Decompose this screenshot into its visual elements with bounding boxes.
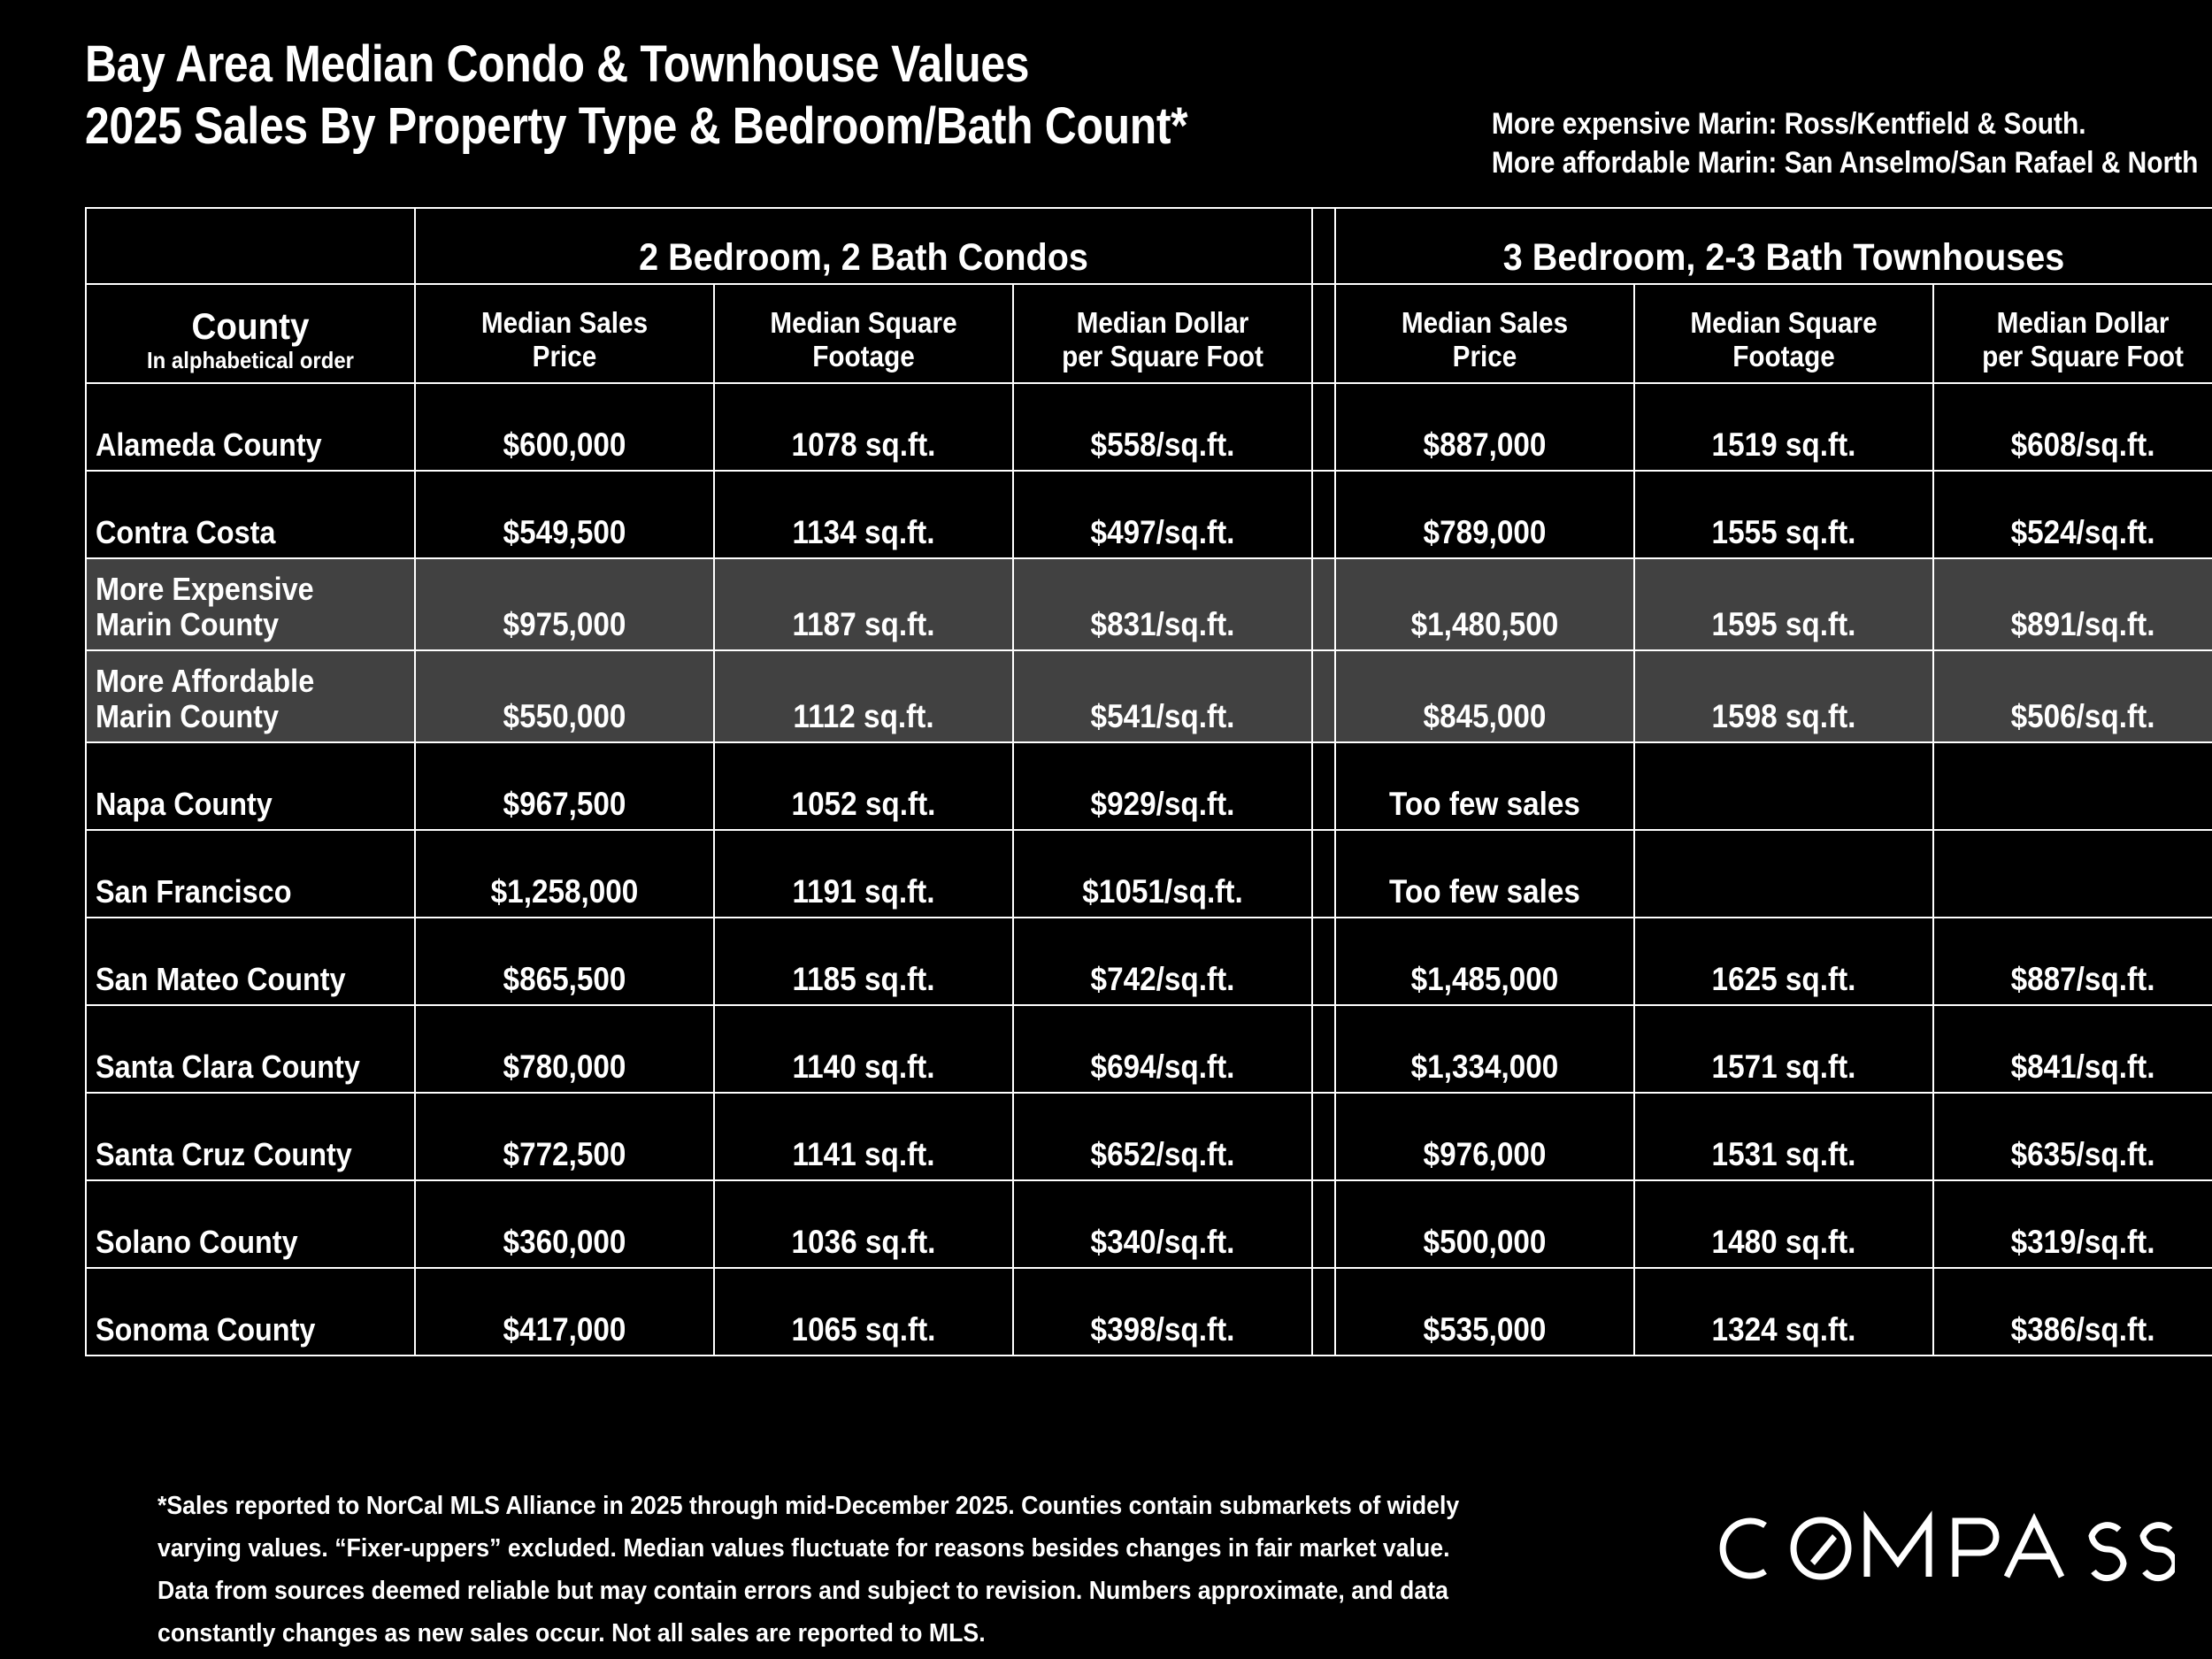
townhouse-ppsf-header-l2: per Square Foot (1982, 340, 2184, 373)
table-row (86, 471, 2212, 558)
title-line-1: Bay Area Median Condo & Townhouse Values (85, 35, 1030, 93)
condo-median-ppsf-cell (1013, 742, 1312, 830)
county-label: Sonoma County (96, 1311, 316, 1348)
group-header-row (86, 208, 2212, 284)
table-row (86, 830, 2212, 918)
condo-median-ppsf-cell (1013, 918, 1312, 1005)
condo-price-header-l1: Median Sales (480, 306, 649, 339)
condo-median-ppsf-cell-value: $1051/sq.ft. (1082, 873, 1243, 910)
townhouse-median-sqft-cell (1634, 918, 1933, 1005)
county-name-cell (86, 1180, 415, 1268)
section-gap (1312, 208, 1335, 284)
townhouse-median-ppsf-cell-value: $506/sq.ft. (2010, 698, 2155, 734)
condo-median-price-cell-value: $967,500 (503, 786, 626, 822)
townhouse-median-sqft-cell (1634, 471, 1933, 558)
condo-median-price-cell (415, 1093, 714, 1180)
county-name-cell (86, 650, 415, 742)
county-label: Santa Clara County (96, 1048, 360, 1085)
townhouse-median-price-cell (1335, 742, 1634, 830)
townhouse-ppsf-header (1933, 284, 2212, 383)
column-header-row (86, 284, 2212, 383)
townhouse-median-price-cell (1335, 1093, 1634, 1180)
townhouse-median-sqft-cell-value: 1595 sq.ft. (1711, 606, 1856, 642)
note-more-expensive-marin: More expensive Marin: Ross/Kentfield & South. (1491, 107, 2086, 141)
condo-median-price-cell-value: $600,000 (503, 426, 626, 463)
table-row (86, 1180, 2212, 1268)
townhouse-median-sqft-cell (1634, 1268, 1933, 1356)
county-label: Solano County (96, 1224, 298, 1260)
condo-median-price-cell (415, 1180, 714, 1268)
townhouse-median-ppsf-cell (1933, 558, 2212, 650)
condo-median-price-cell (415, 830, 714, 918)
section-gap (1312, 471, 1335, 558)
condo-median-price-cell (415, 558, 714, 650)
townhouse-median-sqft-cell (1634, 830, 1933, 918)
condo-median-sqft-cell-value: 1140 sq.ft. (792, 1048, 935, 1085)
townhouse-median-ppsf-cell-value: $841/sq.ft. (2010, 1048, 2155, 1085)
condo-median-price-cell (415, 383, 714, 471)
condo-median-ppsf-cell-value: $694/sq.ft. (1090, 1048, 1235, 1085)
county-name-cell (86, 1093, 415, 1180)
condo-median-price-cell-value: $360,000 (503, 1224, 626, 1260)
table-row (86, 650, 2212, 742)
townhouse-median-ppsf-cell (1933, 1180, 2212, 1268)
county-name-cell (86, 918, 415, 1005)
townhouse-median-ppsf-cell-value: $608/sq.ft. (2010, 426, 2155, 463)
condo-median-price-cell-value: $772,500 (503, 1136, 626, 1172)
county-label: Napa County (96, 786, 273, 822)
condo-median-price-cell-value: $549,500 (503, 514, 626, 550)
condo-median-ppsf-cell (1013, 1005, 1312, 1093)
section-gap (1312, 284, 1335, 383)
county-name-cell (86, 830, 415, 918)
townhouse-median-sqft-cell-value: 1555 sq.ft. (1711, 514, 1856, 550)
townhouse-sqft-header (1634, 284, 1933, 383)
townhouse-median-ppsf-cell (1933, 918, 2212, 1005)
townhouse-median-ppsf-cell-value: $891/sq.ft. (2010, 606, 2155, 642)
condo-median-sqft-cell-value: 1065 sq.ft. (791, 1311, 936, 1348)
condo-median-sqft-cell-value: 1078 sq.ft. (791, 426, 936, 463)
condo-ppsf-header-l2: per Square Foot (1062, 340, 1263, 373)
townhouse-median-price-cell (1335, 1268, 1634, 1356)
condo-median-sqft-cell-value: 1141 sq.ft. (792, 1136, 935, 1172)
condo-median-price-cell (415, 918, 714, 1005)
section-gap (1312, 1005, 1335, 1093)
page-title (85, 37, 1367, 154)
median-values-table (85, 207, 2212, 1356)
townhouse-median-price-cell (1335, 558, 1634, 650)
table-row (86, 558, 2212, 650)
table-body (86, 208, 2212, 1356)
section-gap (1312, 650, 1335, 742)
group-header-spacer (86, 208, 415, 284)
condo-median-price-cell-value: $865,500 (503, 961, 626, 997)
townhouse-median-sqft-cell (1634, 1093, 1933, 1180)
condo-median-sqft-cell-value: 1052 sq.ft. (791, 786, 936, 822)
townhouse-median-ppsf-cell (1933, 383, 2212, 471)
condo-median-sqft-cell (714, 1093, 1013, 1180)
table-row (86, 918, 2212, 1005)
townhouse-median-price-cell-value: $887,000 (1423, 426, 1547, 463)
townhouse-median-ppsf-cell-value: $524/sq.ft. (2010, 514, 2155, 550)
condo-median-ppsf-cell-value: $541/sq.ft. (1090, 698, 1235, 734)
townhouse-median-price-cell-value: $500,000 (1423, 1224, 1547, 1260)
condo-median-price-cell (415, 1268, 714, 1356)
county-column-header (86, 284, 415, 383)
county-header-label: County (191, 305, 310, 347)
condo-median-price-cell-value: $780,000 (503, 1048, 626, 1085)
condo-median-price-cell-value: $417,000 (503, 1311, 626, 1348)
townhouse-sqft-header-l2: Footage (1732, 340, 1835, 373)
county-label: Marin County (96, 606, 279, 642)
condo-median-sqft-cell (714, 558, 1013, 650)
condo-median-sqft-cell (714, 650, 1013, 742)
condo-ppsf-header-l1: Median Dollar (1076, 306, 1249, 339)
condo-median-sqft-cell-value: 1134 sq.ft. (792, 514, 935, 550)
condo-median-sqft-cell (714, 830, 1013, 918)
county-qualifier-label: More Affordable (96, 663, 315, 699)
townhouse-median-sqft-cell-value: 1531 sq.ft. (1711, 1136, 1856, 1172)
county-name-cell (86, 383, 415, 471)
condo-median-price-cell (415, 1005, 714, 1093)
condo-median-sqft-cell (714, 1180, 1013, 1268)
townhouse-median-price-cell (1335, 383, 1634, 471)
townhouse-median-ppsf-cell (1933, 830, 2212, 918)
townhouse-ppsf-header-l1: Median Dollar (1996, 306, 2170, 339)
townhouse-median-price-cell-value: $1,485,000 (1410, 961, 1559, 997)
condo-median-ppsf-cell (1013, 558, 1312, 650)
condo-median-price-cell-value: $1,258,000 (490, 873, 639, 910)
condo-median-sqft-cell-value: 1036 sq.ft. (791, 1224, 936, 1260)
title-line-2: 2025 Sales By Property Type & Bedroom/Bath Count* (85, 97, 1188, 155)
condo-sqft-header-l1: Median Square (770, 306, 957, 339)
condo-median-ppsf-cell (1013, 1093, 1312, 1180)
townhouse-median-sqft-cell (1634, 742, 1933, 830)
condo-median-ppsf-cell (1013, 1268, 1312, 1356)
townhouse-median-sqft-cell-value: 1571 sq.ft. (1711, 1048, 1856, 1085)
condo-median-price-cell-value: $550,000 (503, 698, 626, 734)
condo-median-ppsf-cell (1013, 383, 1312, 471)
footer (0, 1476, 2212, 1659)
townhouse-median-price-cell (1335, 918, 1634, 1005)
section-gap (1312, 1268, 1335, 1356)
townhouse-median-price-cell (1335, 650, 1634, 742)
condo-median-sqft-cell (714, 471, 1013, 558)
condo-median-sqft-cell (714, 742, 1013, 830)
townhouse-median-sqft-cell-value: 1480 sq.ft. (1711, 1224, 1856, 1260)
condo-median-sqft-cell-value: 1112 sq.ft. (793, 698, 934, 734)
townhouse-median-sqft-cell (1634, 383, 1933, 471)
table-row (86, 1005, 2212, 1093)
condo-median-ppsf-cell (1013, 471, 1312, 558)
note-more-affordable-marin: More affordable Marin: San Anselmo/San Rafael & North (1491, 146, 2198, 180)
condo-price-header-l2: Price (532, 340, 597, 373)
condo-median-sqft-cell-value: 1185 sq.ft. (792, 961, 935, 997)
townhouse-median-sqft-cell-value: 1324 sq.ft. (1711, 1311, 1856, 1348)
condo-median-price-cell (415, 471, 714, 558)
table-row (86, 383, 2212, 471)
condo-price-header (415, 284, 714, 383)
county-name-cell (86, 558, 415, 650)
section-gap (1312, 1180, 1335, 1268)
condo-median-ppsf-cell-value: $929/sq.ft. (1090, 786, 1235, 822)
section-gap (1312, 1093, 1335, 1180)
compass-logo (1715, 1508, 2175, 1589)
townhouse-median-sqft-cell (1634, 1005, 1933, 1093)
townhouse-median-ppsf-cell (1933, 1093, 2212, 1180)
townhouse-median-price-cell-value: $976,000 (1423, 1136, 1547, 1172)
townhouse-median-ppsf-cell-value: $319/sq.ft. (2010, 1224, 2155, 1260)
townhouse-median-ppsf-cell-value: $635/sq.ft. (2010, 1136, 2155, 1172)
group-label-townhouses: 3 Bedroom, 2-3 Bath Townhouses (1502, 236, 2065, 279)
townhouse-median-price-cell (1335, 830, 1634, 918)
group-label-condos: 2 Bedroom, 2 Bath Condos (639, 236, 1088, 279)
condo-median-price-cell-value: $975,000 (503, 606, 626, 642)
townhouse-median-price-cell-value: $845,000 (1423, 698, 1547, 734)
group-header-condos (415, 208, 1312, 284)
county-qualifier-label: More Expensive (96, 571, 314, 607)
data-table-container (85, 207, 2184, 1356)
condo-median-ppsf-cell (1013, 650, 1312, 742)
condo-median-ppsf-cell-value: $831/sq.ft. (1090, 606, 1235, 642)
townhouse-median-sqft-cell (1634, 1180, 1933, 1268)
section-gap (1312, 558, 1335, 650)
condo-median-ppsf-cell-value: $340/sq.ft. (1090, 1224, 1235, 1260)
condo-median-sqft-cell (714, 1005, 1013, 1093)
condo-sqft-header (714, 284, 1013, 383)
townhouse-median-price-cell-value: Too few sales (1389, 786, 1580, 822)
county-name-cell (86, 1268, 415, 1356)
group-header-townhouses (1335, 208, 2212, 284)
section-gap (1312, 383, 1335, 471)
county-header-sublabel: In alphabetical order (147, 347, 354, 373)
townhouse-median-price-cell-value: $1,334,000 (1410, 1048, 1559, 1085)
townhouse-median-sqft-cell-value: 1598 sq.ft. (1711, 698, 1856, 734)
townhouse-median-price-cell (1335, 1005, 1634, 1093)
condo-median-ppsf-cell-value: $742/sq.ft. (1090, 961, 1235, 997)
townhouse-median-price-cell (1335, 1180, 1634, 1268)
condo-median-sqft-cell (714, 383, 1013, 471)
table-row (86, 1093, 2212, 1180)
townhouse-median-ppsf-cell-value: $887/sq.ft. (2010, 961, 2155, 997)
condo-median-sqft-cell (714, 918, 1013, 1005)
county-label: Santa Cruz County (96, 1136, 352, 1172)
county-name-cell (86, 1005, 415, 1093)
section-gap (1312, 918, 1335, 1005)
condo-median-price-cell (415, 742, 714, 830)
townhouse-price-header-l2: Price (1452, 340, 1517, 373)
townhouse-median-sqft-cell-value: 1519 sq.ft. (1711, 426, 1856, 463)
condo-median-ppsf-cell (1013, 1180, 1312, 1268)
county-label: San Francisco (96, 873, 292, 910)
condo-median-price-cell (415, 650, 714, 742)
townhouse-sqft-header-l1: Median Square (1690, 306, 1878, 339)
townhouse-median-ppsf-cell (1933, 1005, 2212, 1093)
section-gap (1312, 742, 1335, 830)
townhouse-median-sqft-cell (1634, 558, 1933, 650)
table-row (86, 1268, 2212, 1356)
townhouse-median-ppsf-cell (1933, 650, 2212, 742)
townhouse-median-price-cell (1335, 471, 1634, 558)
marin-definition-note (1395, 104, 2198, 182)
townhouse-median-price-cell-value: Too few sales (1389, 873, 1580, 910)
condo-median-sqft-cell (714, 1268, 1013, 1356)
county-name-cell (86, 742, 415, 830)
county-label: San Mateo County (96, 961, 346, 997)
condo-median-sqft-cell-value: 1191 sq.ft. (792, 873, 935, 910)
condo-sqft-header-l2: Footage (812, 340, 915, 373)
townhouse-median-sqft-cell (1634, 650, 1933, 742)
condo-ppsf-header (1013, 284, 1312, 383)
section-gap (1312, 830, 1335, 918)
condo-median-ppsf-cell-value: $497/sq.ft. (1090, 514, 1235, 550)
condo-median-ppsf-cell (1013, 830, 1312, 918)
condo-median-ppsf-cell-value: $558/sq.ft. (1090, 426, 1235, 463)
condo-median-ppsf-cell-value: $398/sq.ft. (1090, 1311, 1235, 1348)
townhouse-median-ppsf-cell (1933, 471, 2212, 558)
condo-median-ppsf-cell-value: $652/sq.ft. (1090, 1136, 1235, 1172)
townhouse-median-ppsf-cell (1933, 1268, 2212, 1356)
county-label: Contra Costa (96, 514, 276, 550)
county-name-cell (86, 471, 415, 558)
townhouse-median-ppsf-cell-value: $386/sq.ft. (2010, 1311, 2155, 1348)
townhouse-median-ppsf-cell (1933, 742, 2212, 830)
county-label: Alameda County (96, 426, 322, 463)
townhouse-price-header (1335, 284, 1634, 383)
condo-median-sqft-cell-value: 1187 sq.ft. (792, 606, 935, 642)
townhouse-median-price-cell-value: $1,480,500 (1410, 606, 1559, 642)
townhouse-median-price-cell-value: $535,000 (1423, 1311, 1547, 1348)
table-row (86, 742, 2212, 830)
townhouse-price-header-l1: Median Sales (1401, 306, 1569, 339)
header (0, 0, 2212, 202)
footnote-text: *Sales reported to NorCal MLS Alliance in 2025 through mid-December 2025. Counties contain submarkets of widely varying values. “Fixer-uppers” excluded. Median values fluctuate for reasons besides changes in fair market value. Data from sources deemed reliable but may contain errors and subject to revision. Numbers approximate, and data constantly changes as new sales occur. Not all sales are reported to MLS. (157, 1492, 1460, 1647)
townhouse-median-sqft-cell-value: 1625 sq.ft. (1711, 961, 1856, 997)
townhouse-median-price-cell-value: $789,000 (1423, 514, 1547, 550)
county-label: Marin County (96, 698, 279, 734)
